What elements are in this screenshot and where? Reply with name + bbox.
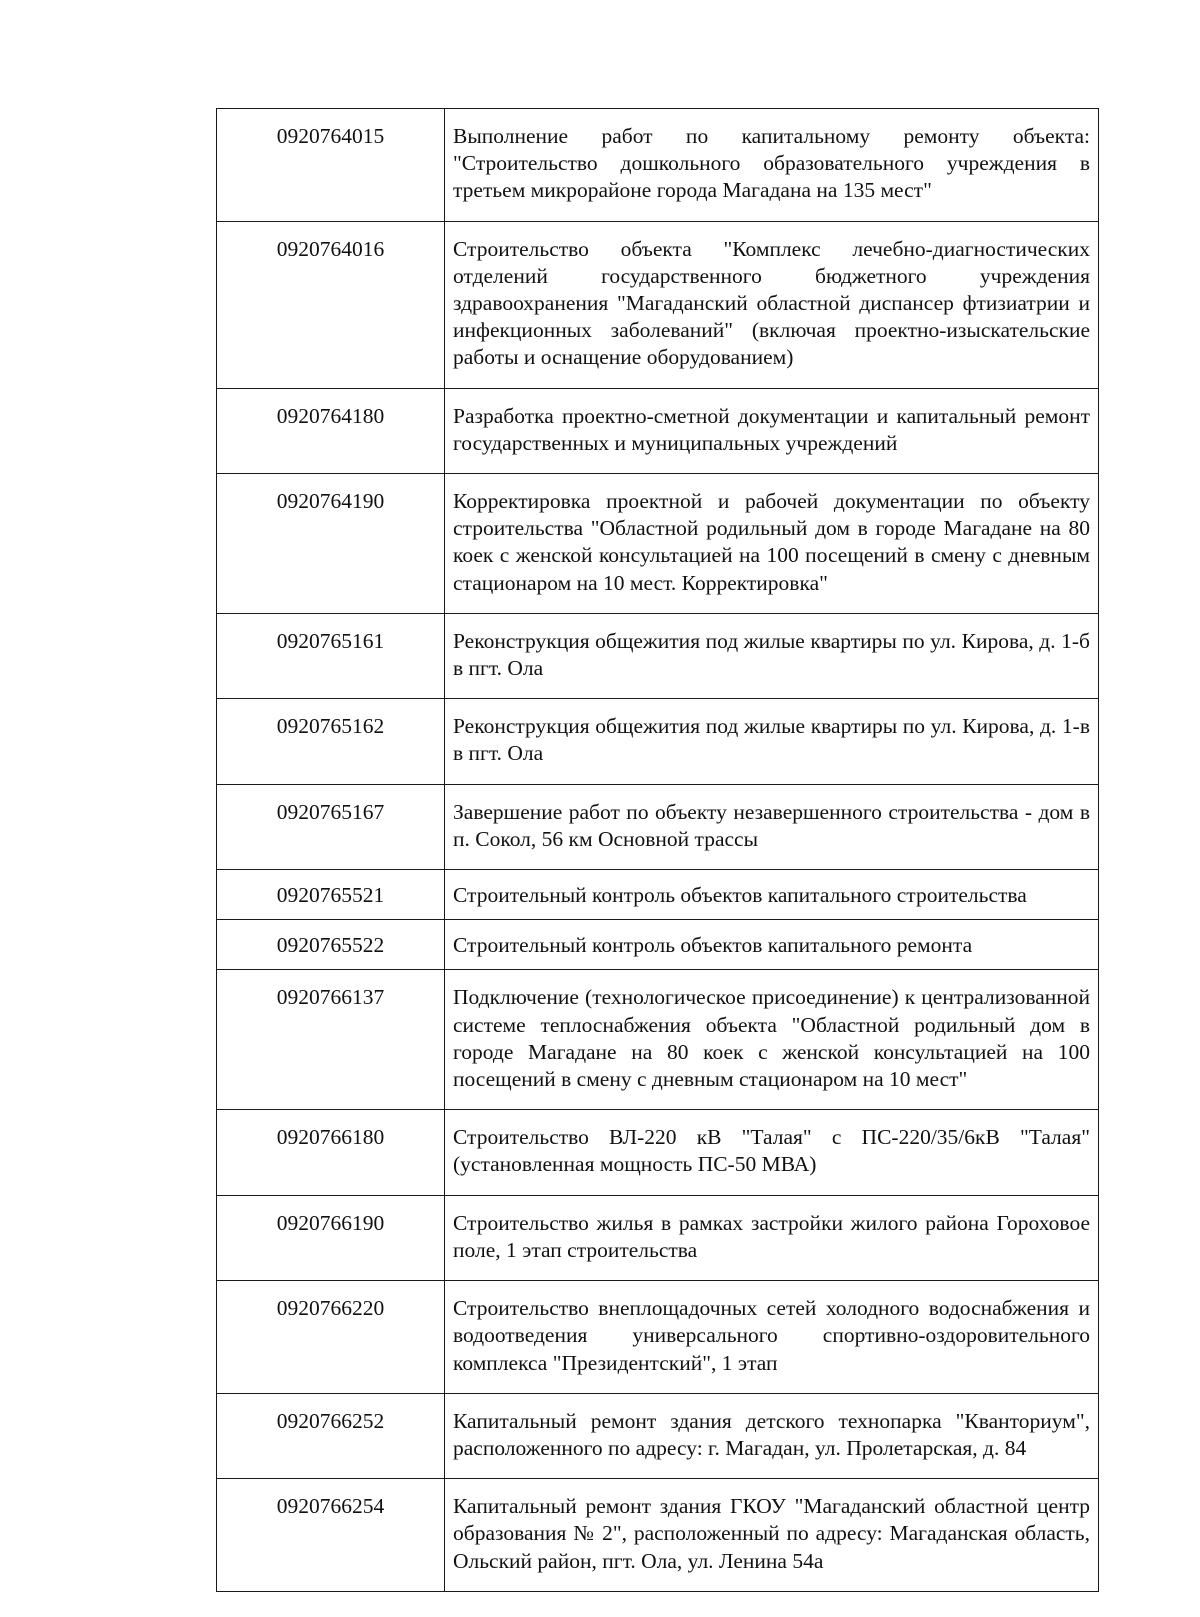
code-cell: 0920764190 (217, 474, 445, 614)
description-cell: Строительство объекта "Комплекс лечебно-диагностических отделений государственного бюджетного учреждения здравоохранения "Магаданский областной диспансер фтизиатрии и инфекционных заболеваний" (включая проектно-изыскательские работы и оснащение оборудованием) (445, 221, 1099, 388)
code-cell: 0920766220 (217, 1281, 445, 1394)
table-row (217, 970, 1099, 1110)
table-row (217, 920, 1099, 970)
table-row (217, 109, 1099, 222)
table-row (217, 1479, 1099, 1592)
table-row (217, 474, 1099, 614)
code-cell: 0920764180 (217, 388, 445, 473)
code-cell: 0920766180 (217, 1110, 445, 1195)
table-row (217, 1110, 1099, 1195)
table-container (216, 108, 1098, 1592)
budget-classification-table (216, 108, 1099, 1592)
description-cell: Подключение (технологическое присоединение) к централизованной системе теплоснабжения объекта "Областной родильный дом в городе Магадане на 80 коек с женской консультацией на 100 посещений в смену с дневным стационаром на 10 мест" (445, 970, 1099, 1110)
description-cell: Завершение работ по объекту незавершенного строительства - дом в п. Сокол, 56 км Основной трассы (445, 784, 1099, 869)
table-row (217, 1195, 1099, 1280)
description-cell: Строительство жилья в рамках застройки жилого района Гороховое поле, 1 этап строительства (445, 1195, 1099, 1280)
description-cell: Строительный контроль объектов капитального ремонта (445, 920, 1099, 970)
table-row (217, 699, 1099, 784)
table-row (217, 1281, 1099, 1394)
code-cell: 0920765161 (217, 613, 445, 698)
code-cell: 0920765521 (217, 870, 445, 920)
table-row (217, 1393, 1099, 1478)
description-cell: Разработка проектно-сметной документации и капитальный ремонт государственных и муниципальных учреждений (445, 388, 1099, 473)
description-cell: Строительство внеплощадочных сетей холодного водоснабжения и водоотведения универсального спортивно-оздоровительного комплекса "Президентский", 1 этап (445, 1281, 1099, 1394)
code-cell: 0920764015 (217, 109, 445, 222)
description-cell: Строительство ВЛ-220 кВ "Талая" с ПС-220/35/6кВ "Талая" (установленная мощность ПС-50 МВА) (445, 1110, 1099, 1195)
table-row (217, 784, 1099, 869)
code-cell: 0920766252 (217, 1393, 445, 1478)
code-cell: 0920764016 (217, 221, 445, 388)
description-cell: Капитальный ремонт здания детского технопарка "Кванториум", расположенного по адресу: г. Магадан, ул. Пролетарская, д. 84 (445, 1393, 1099, 1478)
code-cell: 0920766137 (217, 970, 445, 1110)
code-cell: 0920766190 (217, 1195, 445, 1280)
description-cell: Капитальный ремонт здания ГКОУ "Магаданский областной центр образования № 2", расположенный по адресу: Магаданская область, Ольский район, пгт. Ола, ул. Ленина 54а (445, 1479, 1099, 1592)
table-row (217, 870, 1099, 920)
description-cell: Выполнение работ по капитальному ремонту объекта: "Строительство дошкольного образовательного учреждения в третьем микрорайоне города Магадана на 135 мест" (445, 109, 1099, 222)
code-cell: 0920765522 (217, 920, 445, 970)
table-row (217, 388, 1099, 473)
table-row (217, 221, 1099, 388)
code-cell: 0920765167 (217, 784, 445, 869)
table-row (217, 613, 1099, 698)
code-cell: 0920765162 (217, 699, 445, 784)
description-cell: Реконструкция общежития под жилые квартиры по ул. Кирова, д. 1-б в пгт. Ола (445, 613, 1099, 698)
description-cell: Реконструкция общежития под жилые квартиры по ул. Кирова, д. 1-в в пгт. Ола (445, 699, 1099, 784)
description-cell: Корректировка проектной и рабочей документации по объекту строительства "Областной родильный дом в городе Магадане на 80 коек с женской консультацией на 100 посещений в смену с дневным стационаром на 10 мест. Корректировка" (445, 474, 1099, 614)
code-cell: 0920766254 (217, 1479, 445, 1592)
description-cell: Строительный контроль объектов капитального строительства (445, 870, 1099, 920)
